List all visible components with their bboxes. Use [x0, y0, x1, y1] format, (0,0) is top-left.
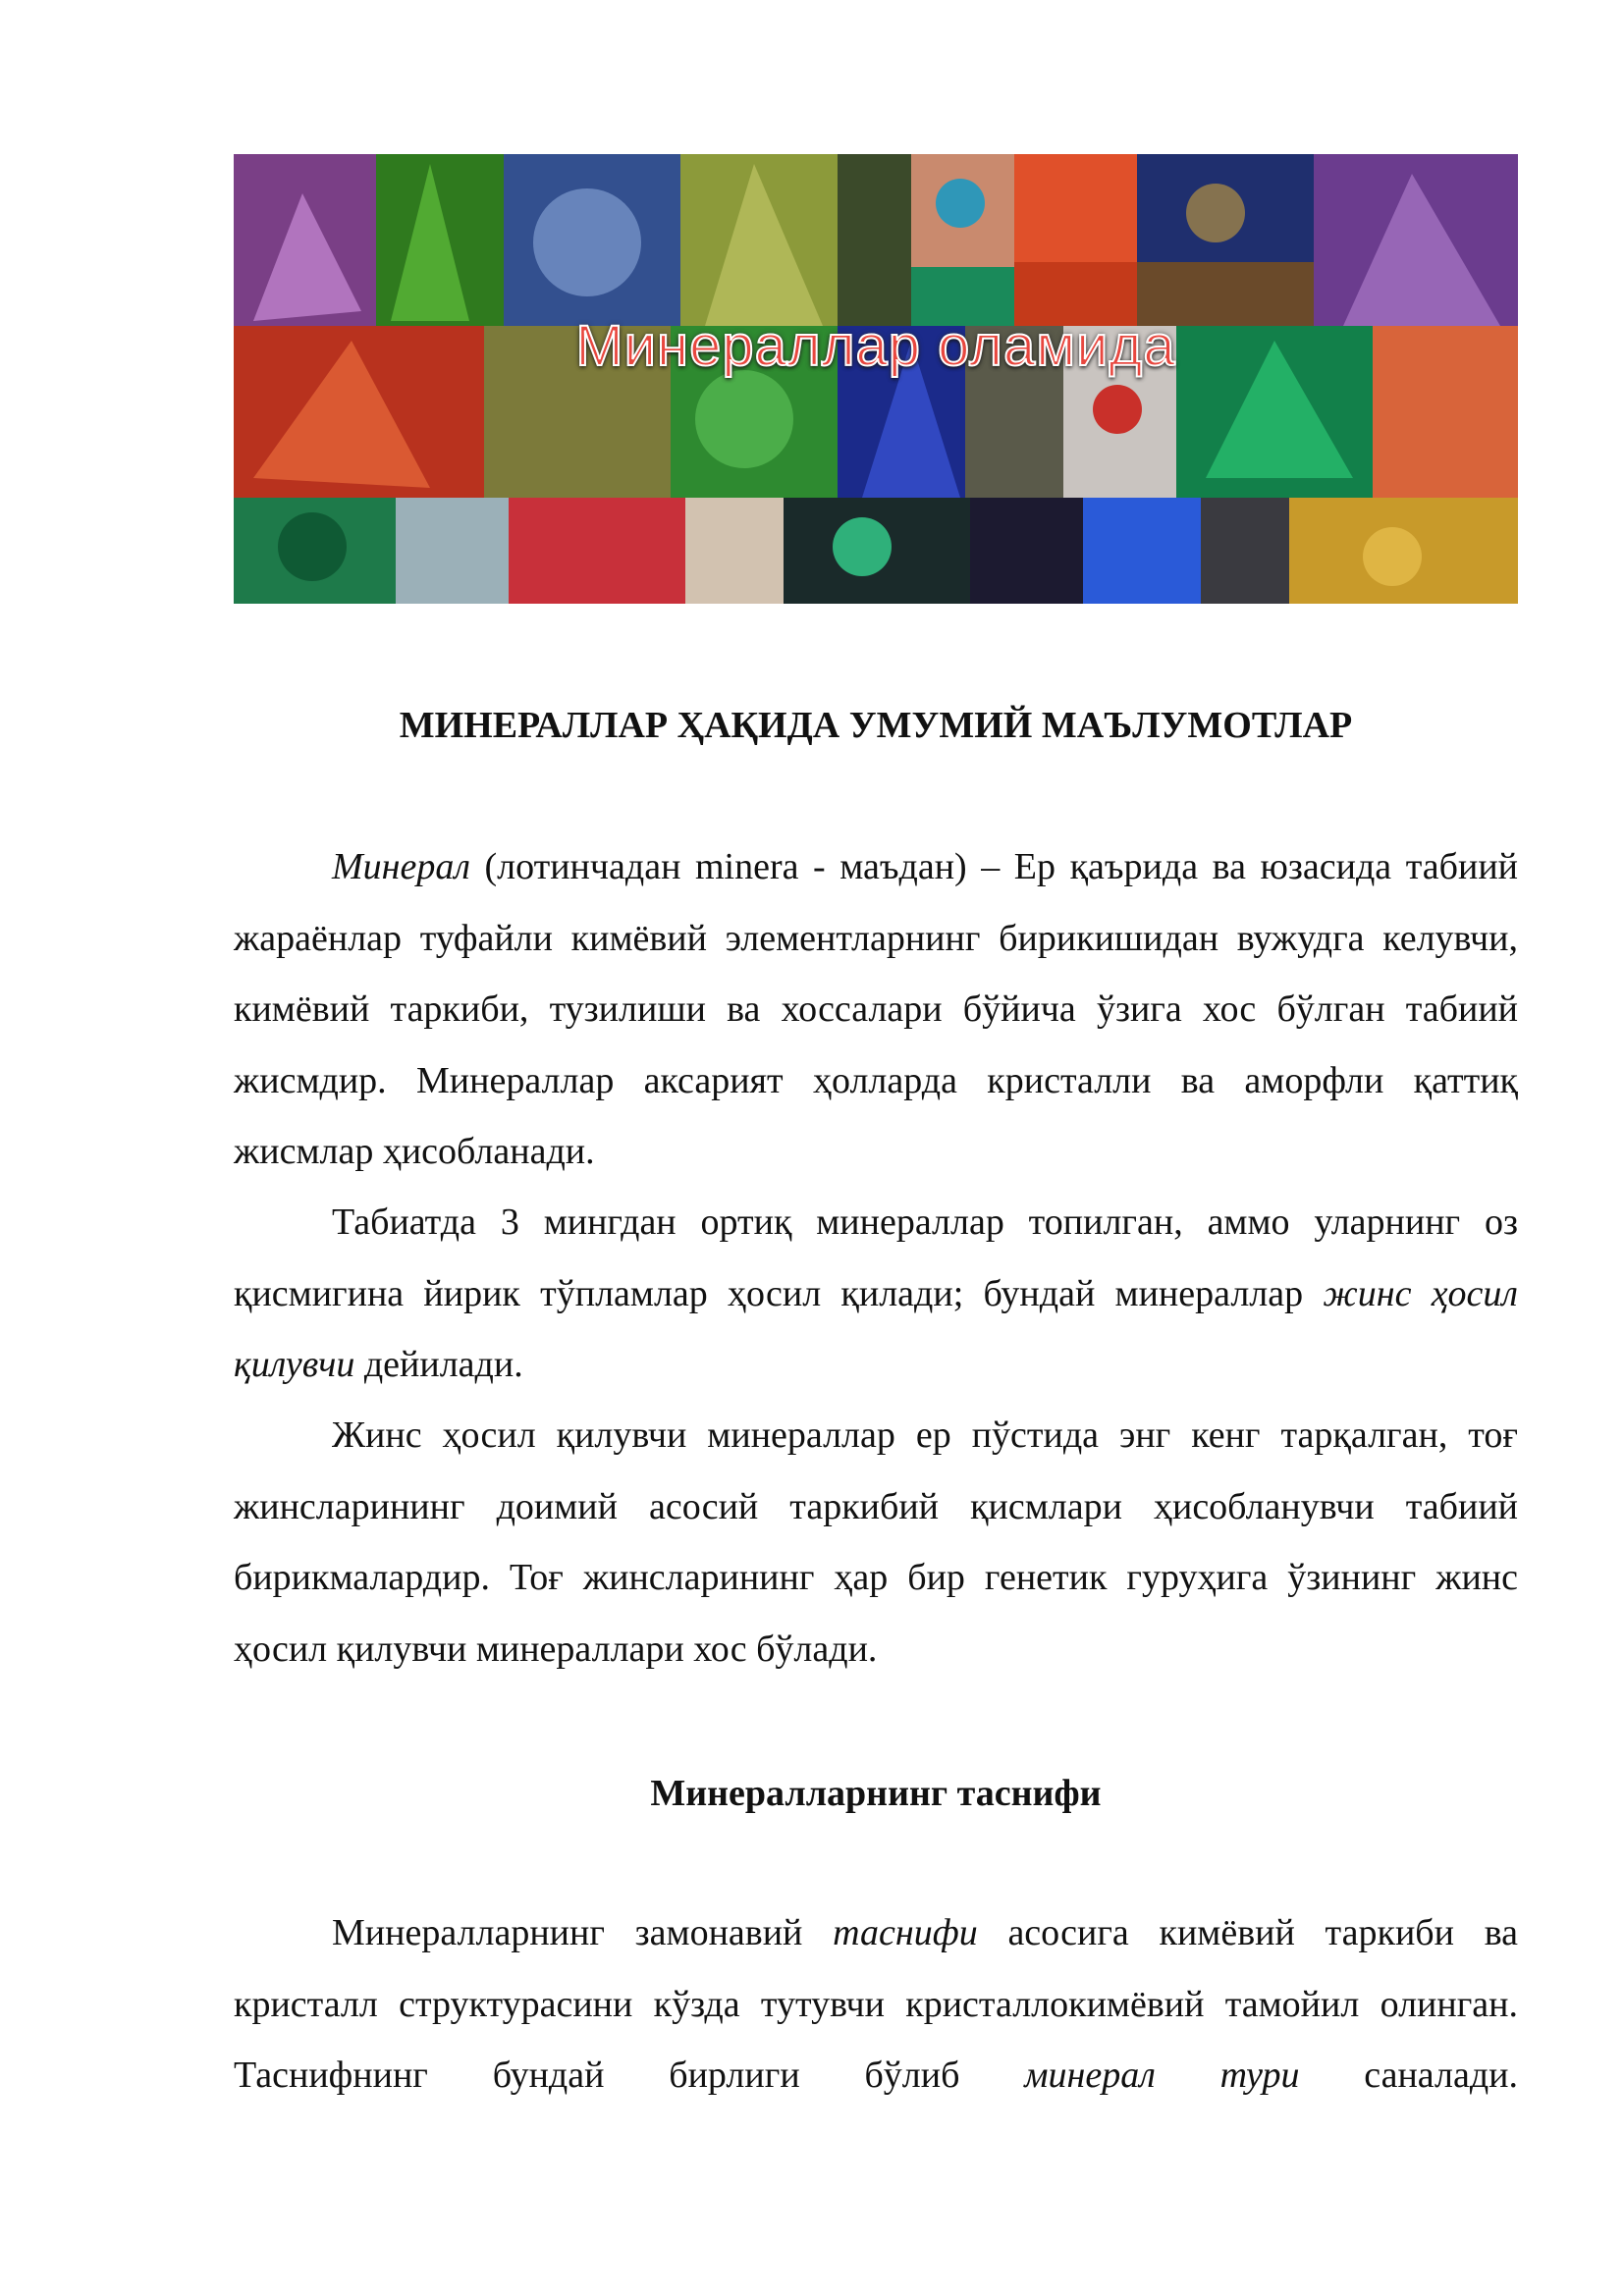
page-title: МИНЕРАЛЛАР ҲАҚИДА УМУМИЙ МАЪЛУМОТЛАР	[399, 705, 1353, 746]
paragraph-rock-forming	[234, 1187, 1518, 1401]
paragraph-text: саналади.	[1299, 2055, 1518, 2096]
term-rock-forming: жинс ҳосил қилувчи	[234, 1272, 1518, 1385]
paragraph-mineral-definition	[234, 831, 1518, 1188]
paragraph-text: Табиатда 3 мингдан ортиқ минераллар топилган, аммо уларнинг оз қисмигина йирик тўпламлар ҳосил қилади; бундай минераллар	[234, 1201, 1518, 1314]
term-mineral: Минерал	[332, 846, 470, 887]
term-classification: таснифи	[833, 1912, 978, 1953]
mineral-collage-image	[234, 154, 1518, 604]
paragraph-rock-forming-minerals	[234, 1400, 1518, 1684]
term-mineral-species: минерал тури	[1024, 2055, 1300, 2096]
section-heading: Минералларнинг таснифи	[650, 1773, 1102, 1814]
paragraph-classification	[234, 1897, 1518, 2111]
paragraph-text: Минералларнинг замонавий	[332, 1912, 834, 1953]
banner-title: Минераллар оламида	[575, 314, 1176, 378]
minerals-banner	[234, 154, 1518, 604]
paragraph-text: Жинс ҳосил қилувчи минераллар ер пўстида энг кенг тарқалган, тоғ жинсларининг доимий асосий таркибий қисмлари ҳисобланувчи табиий бирикмалардир. Тоғ жинсларининг ҳар бир генетик гуруҳига ўзининг жинс ҳосил қилувчи минераллари хос бўлади.	[234, 1415, 1518, 1670]
paragraph-text: (лотинчадан minera - маъдан) – Ер қаърида ва юзасида табиий жараёнлар туфайли кимёвий элементларнинг бирикишидан вужудга келувчи, кимёвий таркиби, тузилиши ва хоссалари бўйича ўзига хос бўлган табиий жисмдир. Минераллар аксарият ҳолларда кристалли ва аморфли қаттиқ жисмлар ҳисобланади.	[234, 846, 1518, 1172]
paragraph-text: дейилади.	[354, 1344, 523, 1385]
paragraph-text: асосига кимёвий таркиби ва кристалл структурасини кўзда тутувчи кристаллокимёвий тамойил олинган. Таснифнинг бундай бирлиги бўлиб	[234, 1912, 1518, 2096]
